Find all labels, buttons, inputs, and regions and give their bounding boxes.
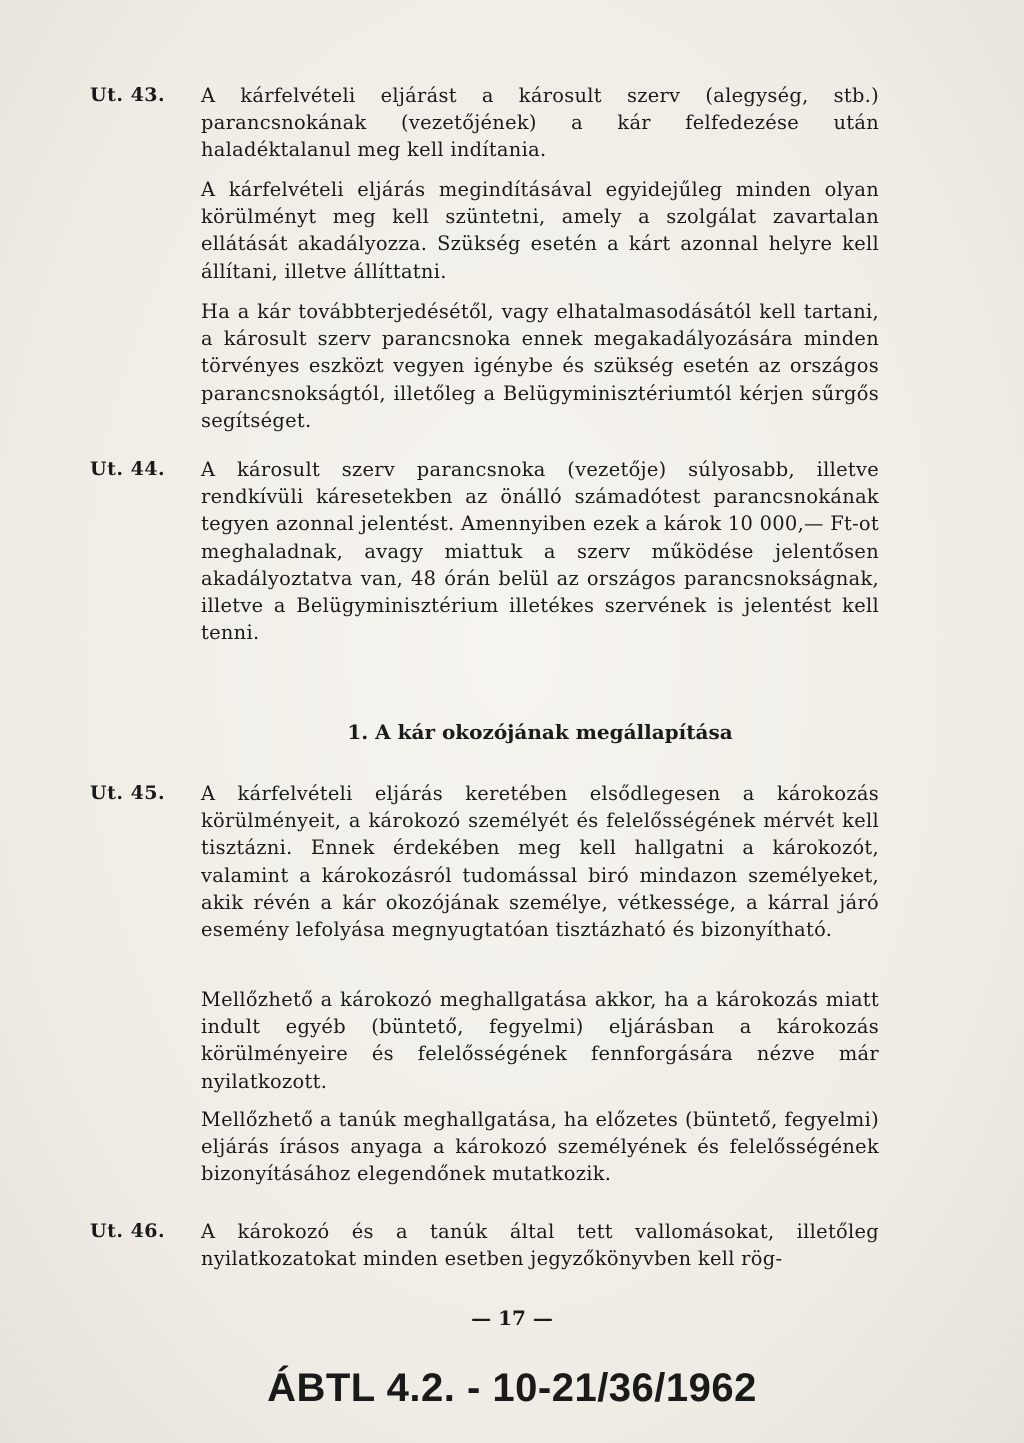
paragraph-46-1: A károkozó és a tanúk által tett vallomásokat, illetőleg nyilatkozatokat minden esetben jegyzőkönyvben kell rög- [201,1220,879,1271]
paragraph-45-2: Mellőzhető a károkozó meghallgatása akkor, ha a károkozás miatt indult egyéb (büntető, fegyelmi) eljárásban a károkozás körülményeire és felelősségének fennforgására nézve már nyilatkozott. [201,988,879,1093]
section-heading: 1. A kár okozójának megállapítása [347,720,733,744]
section-label-43: Ut. 43. [90,84,166,106]
section-label-45: Ut. 45. [90,782,166,804]
paragraph-44-1: A károsult szerv parancsnoka (vezetője) súlyosabb, illetve rendkívüli káresetekben az önálló számadótest parancsnokának tegyen azonnal jelentést. Amennyiben ezek a károk 10 000,— Ft-ot meghaladnak, avagy miattuk a szerv működése jelentősen akadályoztatva van, 48 órán belül az országos parancsnokságnak, illetve a Belügyminisztérium illetékes szervének is jelentést kell tenni. [201,458,879,645]
page-number: — 17 — [471,1306,553,1330]
archive-stamp: ÁBTL 4.2. - 10-21/36/1962 [267,1366,757,1410]
paragraph-45-1: A kárfelvételi eljárás keretében elsődlegesen a károkozás körülményeit, a károkozó személyét és felelősségének mérvét kell tisztázni. Ennek érdekében meg kell hallgatni a károkozót, valamint a károkozásról tudomással biró mindazon személyeket, akik révén a kár okozójának személye, vétkessége, a kárral járó esemény lefolyása megnyugtatóan tisztázható és bizonyítható. [201,782,879,942]
paragraph-43-3: Ha a kár továbbterjedésétől, vagy elhatalmasodásától kell tartani, a károsult szerv parancsnoka ennek megakadályozására minden törvényes eszközt vegyen igénybe és szükség esetén az országos parancsnokságtól, illetőleg a Belügyminisztériumtól kérjen sűrgős segítséget. [201,300,879,432]
section-label-46: Ut. 46. [90,1220,166,1242]
paragraph-43-2: A kárfelvételi eljárás megindításával egyidejűleg minden olyan körülményt meg kell szüntetni, amely a szolgálat zavartalan ellátását akadályozza. Szükség esetén a kárt azonnal helyre kell állítani, illetve állíttatni. [201,178,879,283]
section-label-44: Ut. 44. [90,458,166,480]
paragraph-45-3: Mellőzhető a tanúk meghallgatása, ha előzetes (büntető, fegyelmi) eljárás írásos anyaga a károkozó személyének és felelősségének bizonyításához elegendőnek mutatkozik. [201,1108,879,1186]
paragraph-43-1: A kárfelvételi eljárást a károsult szerv (alegység, stb.) parancsnokának (vezetőjének) a kár felfedezése után haladéktalanul meg kell indítania. [201,84,879,162]
